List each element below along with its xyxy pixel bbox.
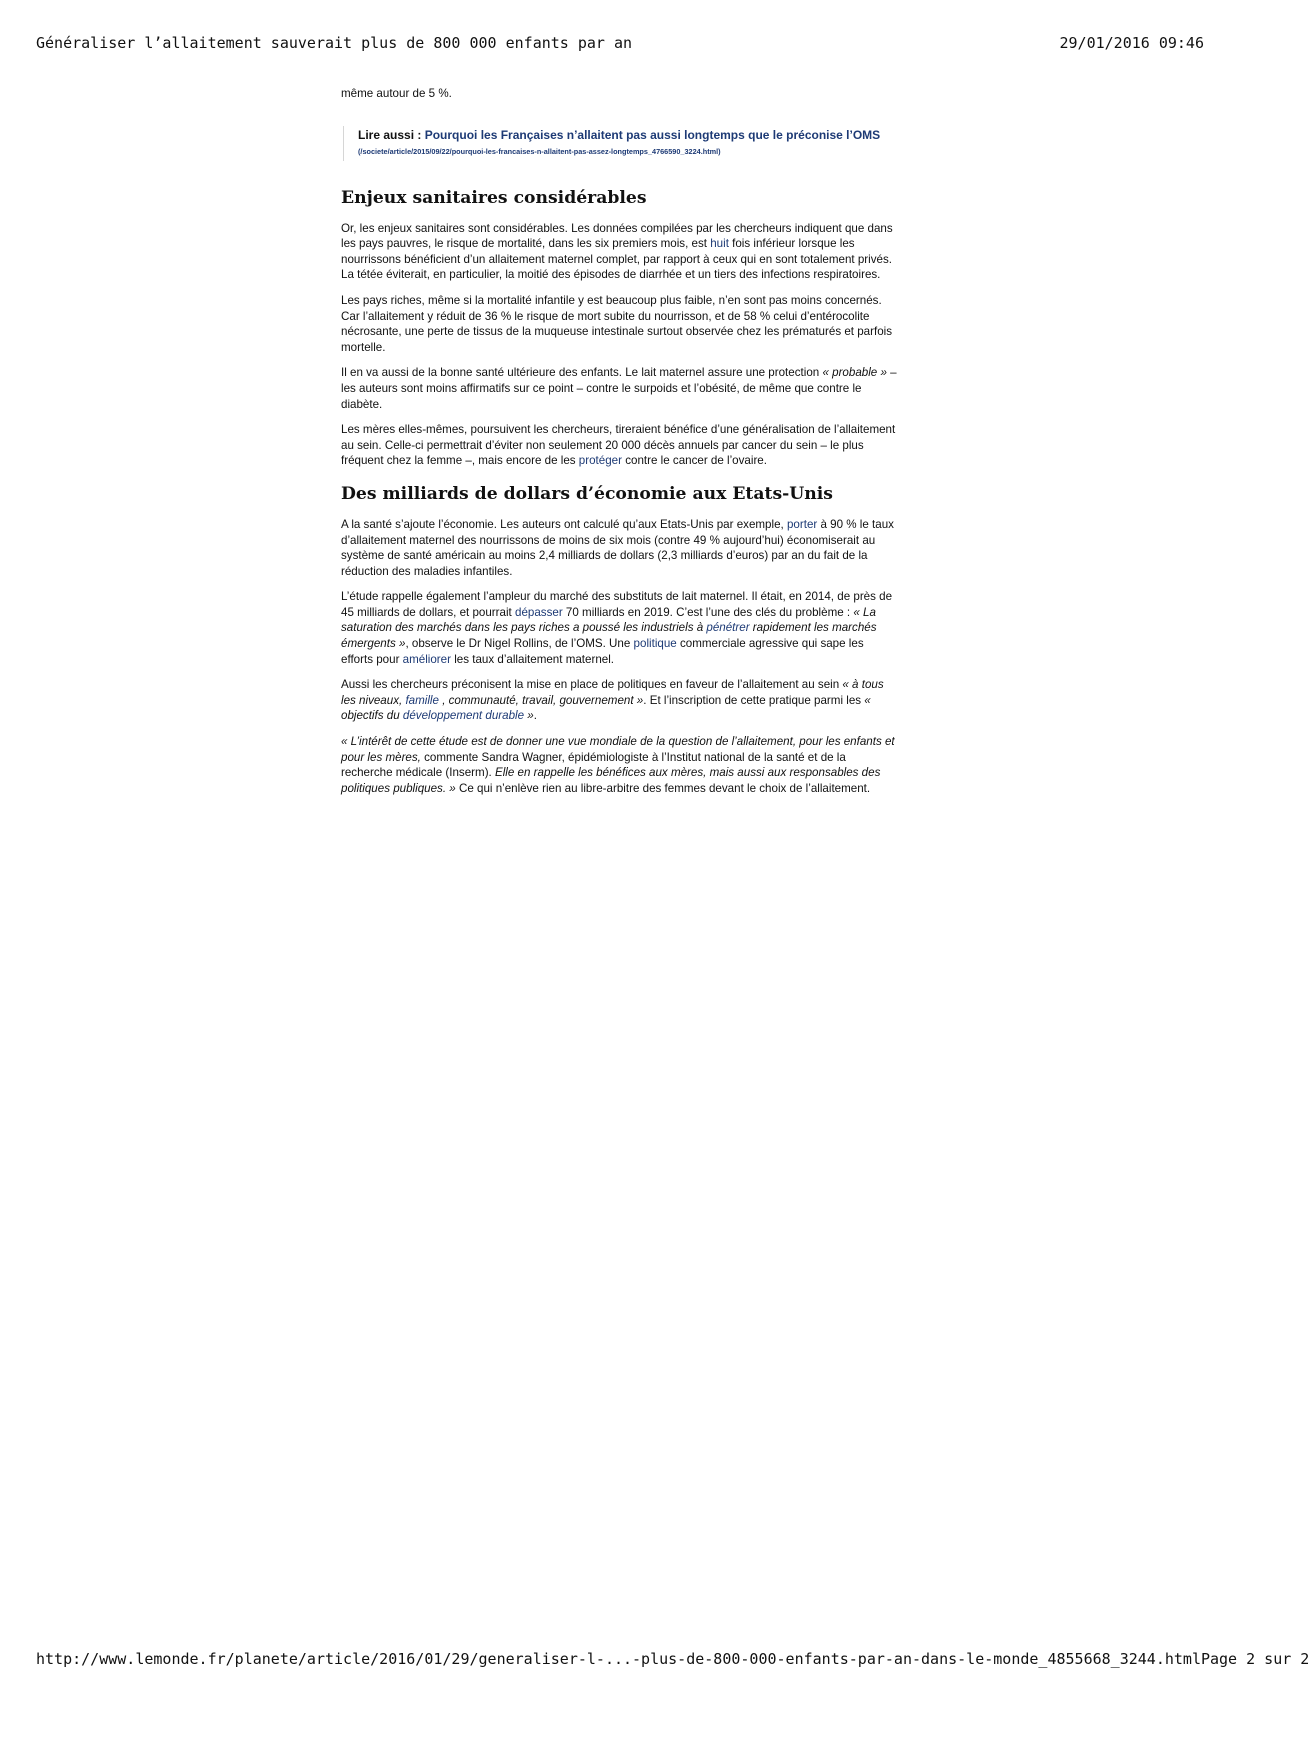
page-number: Page 2 sur 2: [1200, 1650, 1309, 1668]
quote: »: [524, 709, 534, 723]
lire-aussi-link[interactable]: Pourquoi les Françaises n’allaitent pas aussi longtemps que le préconise l’OMS: [424, 127, 881, 142]
paragraph: [341, 517, 898, 579]
quote: « objectifs du: [341, 693, 871, 723]
print-datetime: 29/01/2016 09:46: [1059, 34, 1204, 52]
quote: « à tous les niveaux,: [341, 678, 884, 707]
text: , observe le Dr Nigel Rollins, de l’OMS. Une: [405, 637, 634, 651]
lire-aussi-box: [343, 126, 898, 161]
page-url: http://www.lemonde.fr/planete/article/2016/01/29/generaliser-l-...-plus-de-800-000-enfants-par-an-dans-le-monde_4855668_3244.html: [36, 1650, 1201, 1668]
section-heading-2: Des milliards de dollars d’économie aux Etats-Unis: [341, 483, 833, 504]
intro-text: même autour de 5 %.: [341, 87, 452, 100]
text: A la santé s’ajoute l’économie. Les auteurs ont calculé qu’aux Etats-Unis par exemple,: [341, 517, 787, 531]
quote: « L’intérêt de cette étude est de donner une vue mondiale de la question de l’allaitement, pour les enfants et pour les mères,: [341, 735, 895, 764]
page-title: Généraliser l’allaitement sauverait plus de 800 000 enfants par an: [36, 34, 633, 52]
paragraph: [341, 589, 898, 667]
text: . Et l’inscription de cette pratique parmi les: [643, 693, 865, 707]
text: commerciale agressive qui sape les efforts pour: [341, 637, 864, 666]
text: Il en va aussi de la bonne santé ultérieure des enfants. Le lait maternel assure une protection: [341, 366, 823, 380]
inline-link-penetrer[interactable]: pénétrer: [706, 621, 750, 635]
lire-aussi-url[interactable]: (/societe/article/2015/09/22/pourquoi-les-francaises-n-allaitent-pas-assez-longtemps_4766590_3224.html): [358, 146, 721, 156]
inline-link-famille[interactable]: famille: [405, 693, 439, 707]
section-heading-1: Enjeux sanitaires considérables: [341, 187, 647, 208]
text: commente Sandra Wagner, épidémiologiste à l’Institut national de la santé et de la recherche médicale (Inserm).: [341, 750, 846, 780]
paragraph: [341, 221, 898, 283]
text: les taux d’allaitement maternel.: [450, 652, 615, 666]
text: à 90 % le taux d’allaitement maternel des nourrissons de moins de six mois (contre 49 % aujourd’hui) économiserait au système de santé américain au moins 2,4 milliards de dollars (2,3 milliards d’euros) par an du fait de la réduction des maladies infantiles.: [341, 517, 894, 578]
text: contre le cancer de l’ovaire.: [621, 454, 767, 468]
paragraph: [341, 365, 898, 412]
quote: « La saturation des marchés dans les pays riches a poussé les industriels à: [341, 605, 876, 635]
inline-link-proteger[interactable]: protéger: [578, 454, 622, 468]
text: Ce qui n’enlève rien au libre-arbitre des femmes devant le choix de l’allaitement.: [455, 781, 871, 795]
print-header: [36, 34, 1204, 52]
paragraph: Les pays riches, même si la mortalité infantile y est beaucoup plus faible, n’en sont pas moins concernés. Car l’allaitement y réduit de 36 % le risque de mort subite du nourrisson, et de 58 % celui d’entérocolite nécrosante, une perte de tissus de la muqueuse intestinale surtout observée chez les prématurés et parfois mortelle.: [341, 293, 893, 354]
quote: « probable »: [822, 366, 887, 380]
quote: Elle en rappelle les bénéfices aux mères, mais aussi aux responsables des politiques publiques. »: [341, 766, 881, 795]
paragraph: [341, 422, 898, 469]
text: .: [533, 709, 537, 723]
text: L’étude rappelle également l’ampleur du marché des substituts de lait maternel. Il était, en 2014, de près de 45 milliards de dollars, et pourrait: [341, 590, 893, 619]
text: Aussi les chercheurs préconisent la mise en place de politiques en faveur de l’allaitement au sein: [341, 678, 843, 692]
text: – les auteurs sont moins affirmatifs sur ce point – contre le surpoids et l’obésité, de même que contre le diabète.: [341, 366, 897, 411]
inline-link-porter[interactable]: porter: [786, 517, 818, 531]
quote: rapidement les marchés émergents »: [341, 621, 877, 651]
print-footer: [36, 1650, 1309, 1668]
inline-link-developpement-durable[interactable]: développement durable: [402, 709, 525, 723]
text: 70 milliards en 2019. C’est l’une des clés du problème :: [562, 605, 854, 619]
quote: , communauté, travail, gouvernement »: [438, 693, 644, 707]
paragraph: [341, 734, 898, 796]
inline-link-depasser[interactable]: dépasser: [515, 605, 563, 619]
text: fois inférieur lorsque les nourrissons bénéficient d’un allaitement maternel complet, par rapport à ceux qui en sont totalement privés. La tétée éviterait, en particulier, la moitié des épisodes de diarrhée et un tiers des infections respiratoires.: [341, 237, 893, 282]
lire-aussi-label: Lire aussi :: [358, 127, 422, 142]
text: Or, les enjeux sanitaires sont considérables. Les données compilées par les chercheurs indiquent que dans les pays pauvres, le risque de mortalité, dans les six premiers mois, est: [341, 221, 893, 251]
article-body: [341, 86, 898, 806]
paragraph: [341, 677, 898, 724]
inline-link-ameliorer[interactable]: améliorer: [402, 652, 451, 666]
inline-link-huit[interactable]: huit: [710, 237, 729, 251]
inline-link-politique[interactable]: politique: [633, 637, 677, 651]
text: Les mères elles-mêmes, poursuivent les chercheurs, tireraient bénéfice d’une généralisation de l’allaitement au sein. Celle-ci permettrait d’éviter non seulement 20 000 décès annuels par cancer du sein – le plus fréquent chez la femme –, mais encore de les: [341, 423, 896, 468]
